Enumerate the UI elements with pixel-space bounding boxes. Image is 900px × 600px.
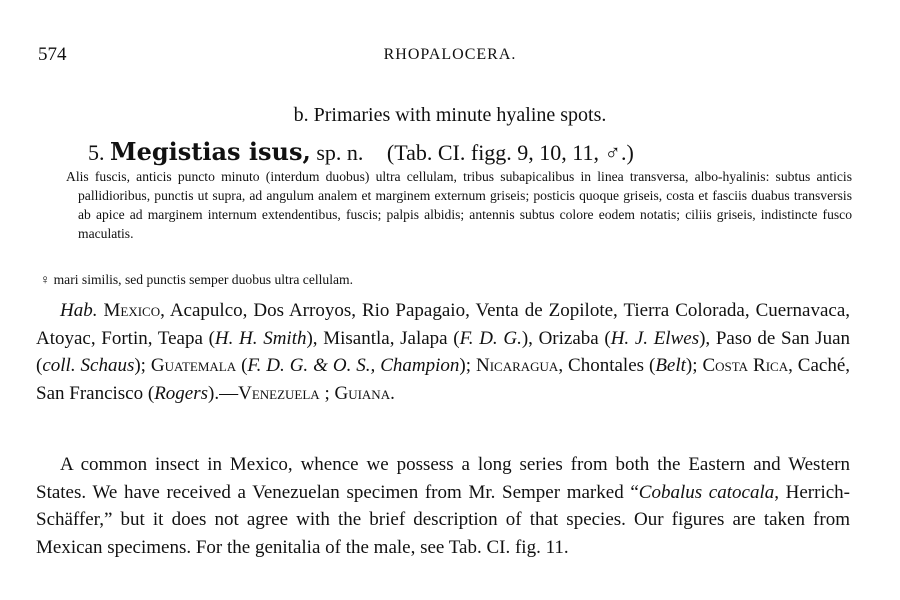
collector-fdg: F. D. G. [459, 327, 522, 349]
collector-elwes: H. J. Elwes [610, 327, 700, 349]
collector-rogers: Rogers [154, 382, 209, 404]
separator: ); [685, 355, 703, 376]
dash: ).— [208, 382, 239, 404]
collector-guatemala: F. D. G. & O. S., Champion [247, 355, 460, 376]
page-number: 574 [38, 44, 67, 65]
remarks-text-2: , Herrich-Schäffer,” but it does not agree with the brief description of that species. Our figures are taken from Mexican specimens. For the genitalia of the male, see Tab. CI. fig. 11. [36, 481, 850, 558]
remarks-text-1: A common insect in Mexico, whence we possess a long series from both the Eastern and Western States. We have received a Venezuelan specimen from Mr. Semper marked “ [36, 454, 850, 503]
species-name: Megistias isus, [110, 137, 311, 166]
species-number: 5. [88, 140, 105, 165]
separator: ); [134, 355, 151, 376]
section-heading: b. Primaries with minute hyaline spots. [293, 104, 607, 126]
paso-locality: ), Paso de San Juan ( [36, 327, 851, 376]
species-heading [88, 137, 634, 166]
country-mexico: Mexico [103, 300, 161, 321]
collector-schaus: coll. Schaus [42, 355, 135, 376]
habitat-paragraph [36, 297, 850, 407]
country-costa-rica: Costa Rica [702, 355, 789, 376]
period: . [390, 382, 395, 404]
costa-rica-localities: , Caché, San Francisco ( [36, 355, 851, 404]
female-description: ♀ mari similis, sed punctis semper duobus ultra cellulam. [40, 272, 353, 287]
open-paren: ( [236, 355, 248, 376]
separator: ); [459, 355, 476, 376]
remarks-paragraph [36, 451, 850, 561]
species-cobalus: Cobalus catocala [638, 481, 775, 503]
running-title: RHOPALOCERA. [383, 46, 517, 63]
country-venezuela: Venezuela [238, 382, 320, 404]
country-nicaragua: Nicaragua [475, 355, 559, 376]
country-guatemala: Guatemala [150, 355, 237, 376]
misantla-localities: ), Misantla, Jalapa ( [306, 327, 460, 349]
hab-label: Hab. [60, 300, 98, 321]
country-guiana: Guiana [334, 382, 391, 404]
collector-belt: Belt [655, 355, 686, 376]
orizaba-locality: ), Orizaba ( [521, 327, 611, 349]
separator: ; [319, 382, 335, 404]
collector-smith: H. H. Smith [214, 327, 307, 349]
species-status: sp. n. [316, 140, 364, 165]
plate-reference: (Tab. CI. figg. 9, 10, 11, ♂.) [386, 140, 634, 165]
chontales-locality: , Chontales ( [558, 355, 656, 376]
mexico-localities: , Acapulco, Dos Arroyos, Rio Papagaio, Venta de Zopilote, Tierra Colorada, Cuernavaca, Atoyac, Fortin, Teapa ( [36, 300, 851, 349]
latin-description: Alis fuscis, anticis puncto minuto (interdum duobus) ultra cellulam, tribus subapicalibus in linea transversa, albo-hyalinis: subtus anticis pallidioribus, punctis ut supra, ad angulum analem et marginem externum griseis; posticis quoque griseis, costa et fasciis duabus transversis ab apice ad marginem internum extendentibus, fuscis; palpis albidis; antennis subtus colore eodem notatis; ciliis griseis, indistincte fusco maculatis. [66, 169, 852, 241]
